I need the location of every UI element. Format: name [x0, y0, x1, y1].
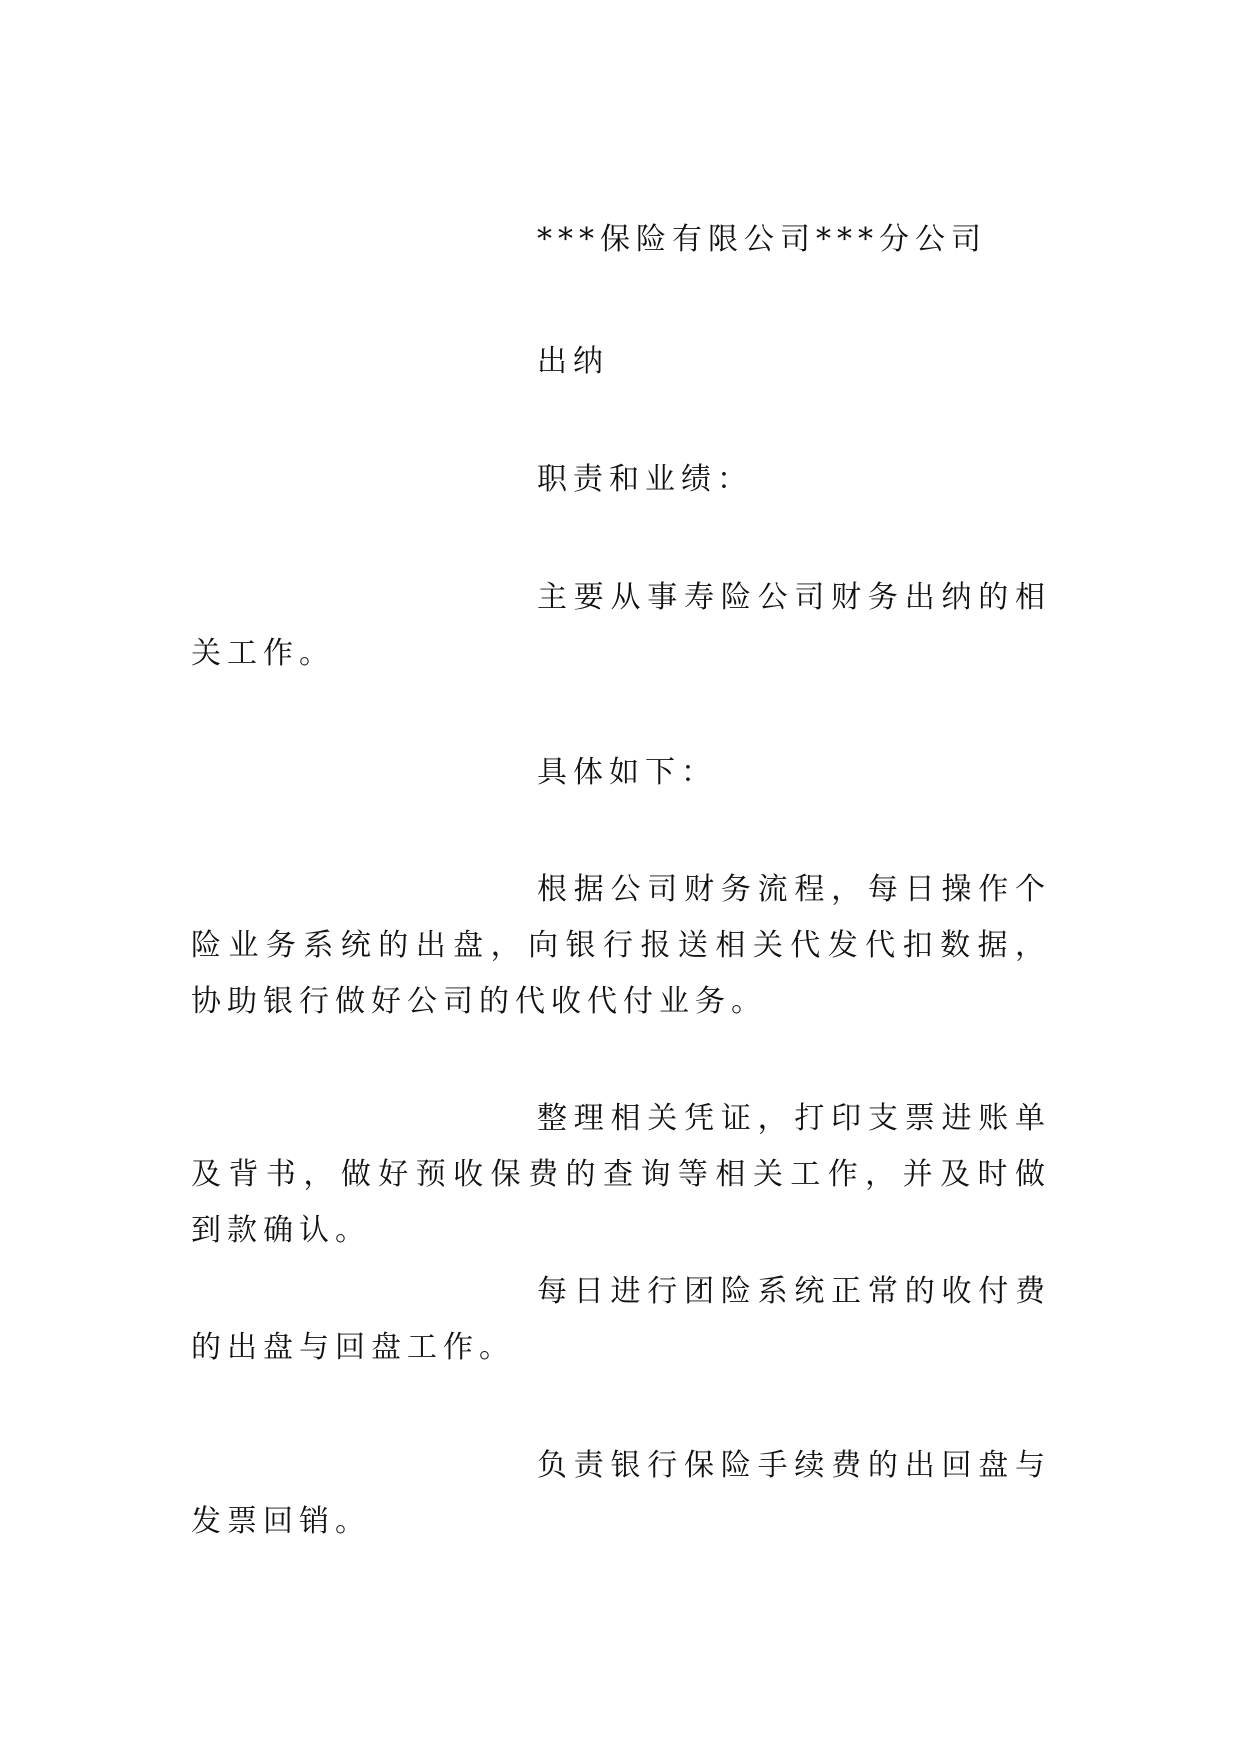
duties-heading: 职责和业绩：: [537, 462, 753, 497]
duty-item: 根据公司财务流程，每日操作个险业务系统的出盘，向银行报送相关代发代扣数据，协助银行做好公司的代收代付业务。: [191, 872, 1051, 1019]
company-name: ***保险有限公司***分公司: [537, 222, 987, 257]
summary-paragraph: 主要从事寿险公司财务出纳的相关工作。: [191, 580, 1051, 671]
details-heading: 具体如下：: [537, 755, 717, 790]
duty-item: 整理相关凭证，打印支票进账单及背书，做好预收保费的查询等相关工作，并及时做到款确认。: [191, 1101, 1051, 1248]
duty-item: 每日进行团险系统正常的收付费的出盘与回盘工作。: [191, 1274, 1051, 1365]
job-position: 出纳: [537, 344, 609, 379]
duty-item: 负责银行保险手续费的出回盘与发票回销。: [191, 1448, 1051, 1539]
